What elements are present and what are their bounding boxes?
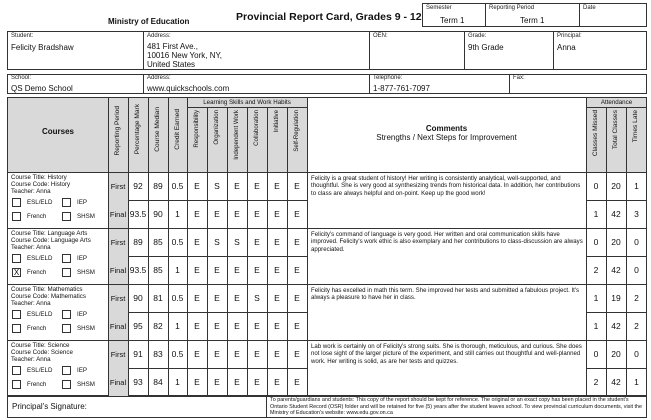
skill-header-initiative: Initiative	[273, 110, 280, 133]
attendance-header-total-classes: Total Classes	[612, 110, 619, 150]
fax-label: Fax:	[513, 75, 525, 81]
classes-missed-cell: 1	[593, 321, 599, 331]
skill-rating-cell: E	[234, 377, 240, 387]
course-teacher: Teacher: Anna	[11, 300, 51, 307]
shsm-label: SHSM	[77, 381, 95, 388]
course-code: Course Code: Mathematics	[11, 293, 86, 300]
course-comment: Felicity's command of language is very good. Her written and oral communication skills have improved. Felicity's work ethic is also exemplary and her contributions to class-discussion are always appreciated.	[311, 231, 583, 253]
skill-rating-cell: E	[234, 321, 240, 331]
shsm-checkbox[interactable]	[62, 268, 71, 277]
skill-rating-cell: E	[274, 265, 280, 275]
course-median-cell: 81	[153, 293, 163, 303]
iep-label: IEP	[77, 367, 87, 374]
course-median-cell: 89	[153, 181, 163, 191]
grade-label: Grade:	[468, 33, 487, 39]
french-checkbox[interactable]	[12, 324, 21, 333]
student-address-label: Address:	[147, 33, 171, 39]
student-name: Felicity Bradshaw	[11, 43, 74, 52]
percentage-mark-cell: 93	[133, 377, 143, 387]
skill-rating-cell: E	[254, 377, 260, 387]
french-label: French	[27, 325, 47, 332]
total-classes-cell: 42	[611, 209, 621, 219]
credit-earned-cell: 1	[175, 377, 180, 387]
student-address-line3: United States	[147, 60, 196, 69]
percentage-mark-cell: 90	[133, 293, 143, 303]
skill-header-collaboration: Collaboration	[253, 110, 260, 146]
esl-label: ESL/ELD	[27, 199, 53, 206]
times-late-cell: 2	[634, 293, 639, 303]
skill-rating-cell: E	[254, 265, 260, 275]
skill-rating-cell: E	[214, 321, 220, 331]
iep-checkbox[interactable]	[62, 198, 71, 207]
skill-rating-cell: E	[294, 349, 300, 359]
skill-rating-cell: E	[294, 209, 300, 219]
skill-rating-cell: E	[254, 181, 260, 191]
skill-rating-cell: E	[234, 209, 240, 219]
school-label: School:	[11, 75, 32, 81]
percentage-mark-cell: 93.5	[129, 265, 147, 275]
principal-signature-label: Principal's Signature:	[12, 402, 87, 411]
school-name: QS Demo School	[11, 84, 73, 93]
course-code: Course Code: History	[11, 181, 71, 188]
percentage-mark-header: Percentage Mark	[134, 104, 141, 155]
esl-checkbox[interactable]	[12, 310, 21, 319]
french-checkbox[interactable]	[12, 212, 21, 221]
skill-header-organization: Organization	[213, 110, 220, 145]
course-title: Course Title: Mathematics	[11, 286, 83, 293]
skill-rating-cell: E	[194, 321, 200, 331]
skills-group-header: Learning Skills and Work Habits	[203, 99, 291, 106]
french-checkbox[interactable]	[12, 380, 21, 389]
skill-rating-cell: E	[194, 181, 200, 191]
esl-checkbox[interactable]	[12, 254, 21, 263]
skill-rating-cell: E	[254, 349, 260, 359]
student-label: Student:	[11, 33, 34, 39]
times-late-cell: 0	[634, 349, 639, 359]
ministry-title: Ministry of Education	[108, 17, 190, 26]
semester-label: Semester	[426, 5, 452, 11]
footer-note: To parents/guardians and students: This copy of the report should be kept for reference. The original or an exact copy has been placed in the student's Ontario Student Record (OSR) folder and will be retained for five (5) years after the student leaves school. To view provincial curriculum documents, visit the Ministry of Education's website: www.edu.gov.on.ca	[270, 397, 643, 417]
total-classes-cell: 20	[611, 349, 621, 359]
iep-label: IEP	[77, 255, 87, 262]
oen-label: OEN:	[373, 33, 388, 39]
credit-earned-header: Credit Earned	[174, 109, 181, 150]
shsm-label: SHSM	[77, 269, 95, 276]
school-address-label: Address:	[147, 75, 171, 81]
times-late-cell: 1	[634, 181, 639, 191]
french-label: French	[27, 381, 47, 388]
total-classes-cell: 20	[611, 237, 621, 247]
times-late-cell: 3	[634, 209, 639, 219]
course-title: Course Title: Language Arts	[11, 230, 88, 237]
skill-rating-cell: S	[234, 237, 240, 247]
french-label: French	[27, 213, 47, 220]
iep-label: IEP	[77, 311, 87, 318]
credit-earned-cell: 0.5	[171, 181, 184, 191]
skill-rating-cell: E	[234, 181, 240, 191]
attendance-header-times-late: Times Late	[632, 110, 639, 143]
skill-rating-cell: E	[214, 293, 220, 303]
skill-header-self-regulation: Self-Regulation	[293, 110, 300, 152]
period-value: Term 1	[520, 16, 545, 25]
skill-rating-cell: E	[254, 237, 260, 247]
times-late-cell: 2	[634, 321, 639, 331]
percentage-mark-cell: 92	[133, 181, 143, 191]
skill-rating-cell: E	[274, 181, 280, 191]
reporting-period-cell: Final	[109, 321, 127, 331]
skill-rating-cell: E	[194, 293, 200, 303]
skill-rating-cell: S	[214, 181, 220, 191]
iep-checkbox[interactable]	[62, 366, 71, 375]
semester-value: Term 1	[440, 16, 465, 25]
grade-value: 9th Grade	[468, 43, 504, 52]
iep-checkbox[interactable]	[62, 254, 71, 263]
shsm-checkbox[interactable]	[62, 380, 71, 389]
skill-rating-cell: E	[234, 265, 240, 275]
skill-rating-cell: E	[294, 237, 300, 247]
period-label: Reporting Period	[489, 5, 535, 11]
student-info-section	[7, 31, 647, 70]
classes-missed-cell: 2	[593, 377, 599, 387]
credit-earned-cell: 0.5	[171, 237, 184, 247]
course-code: Course Code: Language Arts	[11, 237, 91, 244]
report-title: Provincial Report Card, Grades 9 - 12	[236, 11, 422, 23]
comments-header: Comments	[425, 124, 468, 133]
total-classes-cell: 20	[611, 181, 621, 191]
skill-rating-cell: E	[294, 321, 300, 331]
reporting-period-cell: First	[110, 293, 126, 303]
times-late-cell: 0	[634, 265, 639, 275]
course-title: Course Title: History	[11, 174, 67, 181]
skill-rating-cell: E	[274, 377, 280, 387]
times-late-cell: 1	[634, 377, 639, 387]
school-address: www.quickschools.com	[147, 84, 230, 93]
skill-rating-cell: E	[194, 209, 200, 219]
shsm-checkbox[interactable]	[62, 212, 71, 221]
attendance-header-classes-missed: Classes Missed	[592, 110, 599, 157]
course-median-cell: 82	[153, 321, 163, 331]
skill-rating-cell: E	[274, 349, 280, 359]
percentage-mark-cell: 93.5	[129, 209, 147, 219]
course-median-cell: 85	[153, 237, 163, 247]
course-comment: Felicity has excelled in math this term. She improved her tests and submitted a fabulous project. It's always a pleasure to have her in class.	[311, 287, 580, 302]
principal-value: Anna	[557, 43, 576, 52]
skill-rating-cell: E	[254, 209, 260, 219]
total-classes-cell: 42	[611, 321, 621, 331]
skill-header-independent-work: Independent Work	[233, 110, 240, 160]
course-teacher: Teacher: Anna	[11, 244, 51, 251]
shsm-label: SHSM	[77, 325, 95, 332]
course-median-cell: 90	[153, 209, 163, 219]
skill-rating-cell: E	[234, 349, 240, 359]
skill-rating-cell: E	[294, 377, 300, 387]
attendance-group-header: Attendance	[600, 99, 633, 106]
principal-label: Principal:	[557, 33, 582, 39]
times-late-cell: 0	[634, 237, 639, 247]
skill-rating-cell: E	[274, 237, 280, 247]
credit-earned-cell: 0.5	[171, 349, 184, 359]
telephone-value: 1-877-761-7097	[373, 84, 430, 93]
course-median-cell: 85	[153, 265, 163, 275]
skill-rating-cell: S	[214, 237, 220, 247]
skill-rating-cell: E	[194, 349, 200, 359]
skill-rating-cell: E	[194, 377, 200, 387]
telephone-label: Telephone:	[373, 75, 403, 81]
percentage-mark-cell: 91	[133, 349, 143, 359]
classes-missed-cell: 2	[593, 265, 599, 275]
course-title: Course Title: Science	[11, 342, 70, 349]
credit-earned-cell: 0.5	[171, 293, 184, 303]
skill-rating-cell: E	[274, 293, 280, 303]
iep-checkbox[interactable]	[62, 310, 71, 319]
skill-rating-cell: E	[214, 209, 220, 219]
skill-rating-cell: E	[274, 209, 280, 219]
reporting-period-cell: Final	[109, 209, 127, 219]
skill-rating-cell: E	[194, 237, 200, 247]
course-teacher: Teacher: Anna	[11, 356, 51, 363]
percentage-mark-cell: 89	[133, 237, 143, 247]
student-address-line1: 481 First Ave.,	[147, 42, 198, 51]
student-address-line2: 10016 New York, NY,	[147, 51, 223, 60]
course-median-cell: 83	[153, 349, 163, 359]
classes-missed-cell: 0	[593, 237, 599, 247]
comments-subheader: Strengths / Next Steps for Improvement	[376, 133, 517, 142]
course-code: Course Code: Science	[11, 349, 73, 356]
skill-rating-cell: E	[254, 321, 260, 331]
esl-label: ESL/ELD	[27, 255, 53, 262]
french-label: French	[27, 269, 47, 276]
skill-rating-cell: E	[294, 181, 300, 191]
reporting-period-cell: First	[110, 349, 126, 359]
skill-rating-cell: E	[234, 293, 240, 303]
course-teacher: Teacher: Anna	[11, 188, 51, 195]
course-comment: Felicity is a great student of history! Her writing is consistently analytical, well-supported, and thoughtful. She is very good at synthesizing trends from historical data. In addition, her contributions to class are always helpful and on-point. Keep up the good work!	[311, 175, 581, 197]
credit-earned-cell: 1	[175, 321, 180, 331]
skill-rating-cell: E	[294, 293, 300, 303]
skill-header-responsibility: Responsibility	[193, 110, 200, 148]
skill-rating-cell: S	[254, 293, 260, 303]
classes-missed-cell: 1	[593, 293, 599, 303]
courses-header: Courses	[41, 127, 74, 136]
french-checkbox[interactable]: X	[13, 267, 20, 277]
shsm-checkbox[interactable]	[62, 324, 71, 333]
esl-checkbox[interactable]	[12, 198, 21, 207]
course-median-header: Course Median	[154, 107, 161, 152]
skill-rating-cell: E	[214, 265, 220, 275]
esl-label: ESL/ELD	[27, 311, 53, 318]
reporting-period-cell: Final	[109, 265, 127, 275]
shsm-label: SHSM	[77, 213, 95, 220]
classes-missed-cell: 1	[593, 209, 599, 219]
total-classes-cell: 19	[611, 293, 621, 303]
classes-missed-cell: 0	[593, 181, 599, 191]
iep-label: IEP	[77, 199, 87, 206]
skill-rating-cell: E	[214, 349, 220, 359]
credit-earned-cell: 1	[175, 209, 180, 219]
total-classes-cell: 42	[611, 377, 621, 387]
course-median-cell: 84	[153, 377, 163, 387]
total-classes-cell: 42	[611, 265, 621, 275]
reporting-period-cell: Final	[109, 377, 127, 387]
percentage-mark-cell: 95	[133, 321, 143, 331]
reporting-period-cell: First	[110, 181, 126, 191]
reporting-period-header: Reporting Period	[114, 106, 121, 156]
school-info-section	[7, 74, 647, 94]
credit-earned-cell: 1	[175, 265, 180, 275]
skill-rating-cell: E	[294, 265, 300, 275]
skill-rating-cell: E	[214, 377, 220, 387]
esl-label: ESL/ELD	[27, 367, 53, 374]
skill-rating-cell: E	[274, 321, 280, 331]
reporting-period-cell: First	[110, 237, 126, 247]
course-comment: Lab work is certainly on of Felicity's strong suits. She is thorough, meticulous, and curious. She does not lose sight of the larger picture of the experiment, and still carries out thoughtful and well-planned work. Her writing is solid, as are her tests and quizzes.	[311, 343, 582, 365]
skill-rating-cell: E	[194, 265, 200, 275]
classes-missed-cell: 0	[593, 349, 599, 359]
esl-checkbox[interactable]	[12, 366, 21, 375]
date-label: Date	[583, 5, 596, 11]
